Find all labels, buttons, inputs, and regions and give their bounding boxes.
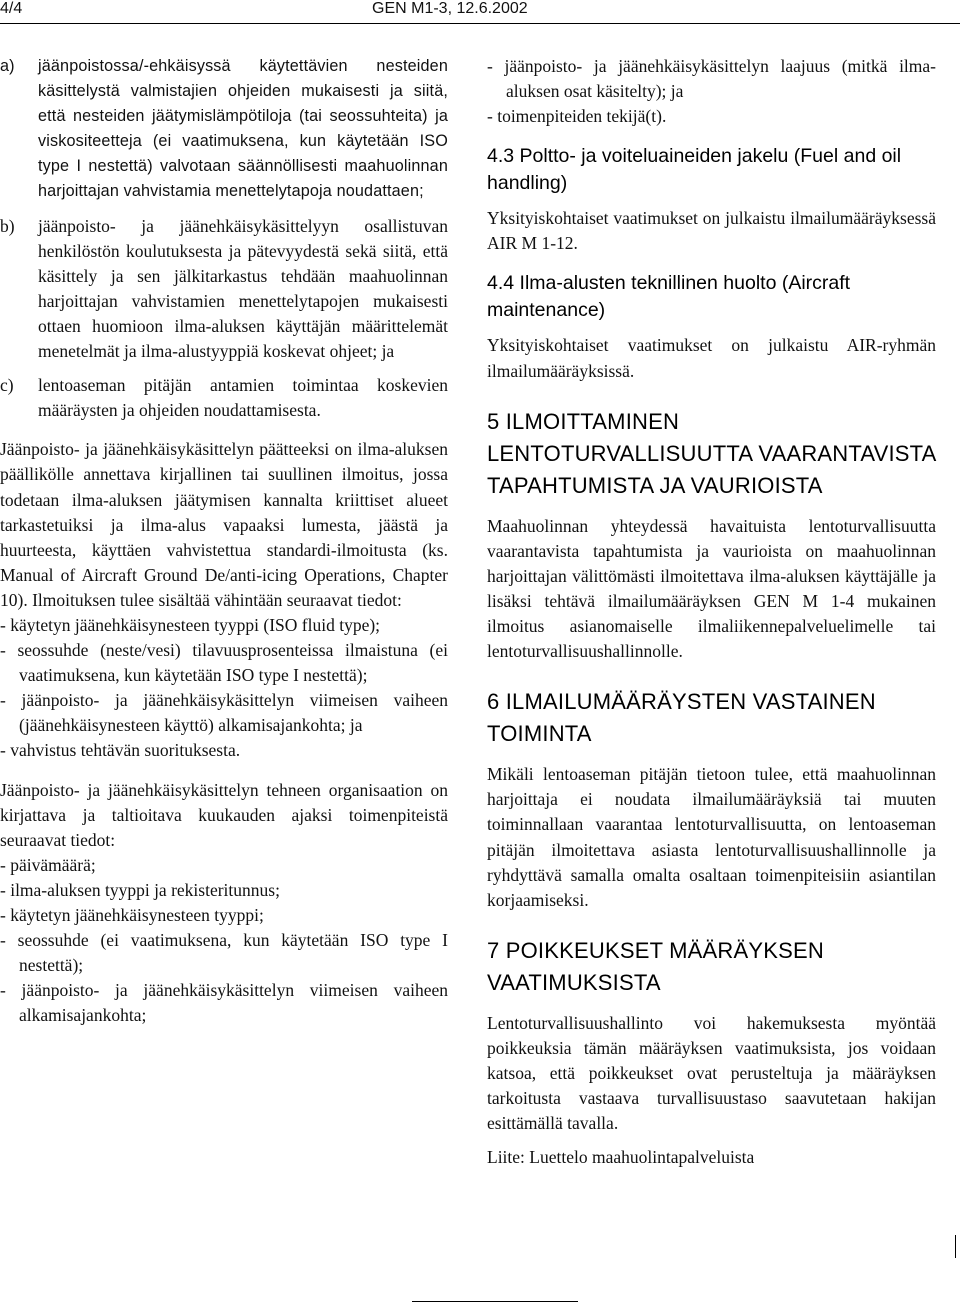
section-text-7: Lentoturvallisuushallinto voi hakemuksesta myöntää poikkeuksia tämän määräyksen vaatimuksista, jos voidaan katsoa, että poikkeukset ovat perusteltuja ja määräyksen tarkoitusta vastaava turvallisuustaso saavutetaan hakijan esittämällä tavalla.	[487, 1012, 936, 1134]
item-label: a)	[0, 57, 15, 75]
item-label: b)	[0, 215, 15, 236]
records-info-list-continued	[487, 54, 936, 129]
list-item-a	[0, 54, 448, 205]
list-item-c	[0, 373, 448, 423]
section-text-4-4: Yksityiskohtaiset vaatimukset on julkaistu AIR-ryhmän ilmailumääräyksissä.	[487, 335, 936, 381]
section-heading-6: 6 ILMAILUMÄÄRÄYSTEN VASTAINEN TOIMINTA	[487, 689, 876, 747]
section-heading-4-3: 4.3 Poltto- ja voiteluaineiden jakelu (Fuel and oil handling)	[487, 145, 902, 195]
list-item: - jäänpoisto- ja jäänehkäisykäsittelyn viimeisen vaiheen (jäänehkäisynesteen käyttö) alkamisajankohta; ja	[0, 690, 448, 736]
section-text-5: Maahuolinnan yhteydessä havaituista lentoturvallisuutta vaarantavista tapahtumista ja vaurioista on maahuolinnan harjoittajan välittömästi ilmoitettava ilma-aluksen käyttäjälle ja lisäksi tehtävä ilmailumääräyksen GEN M 1-4 mukainen ilmoitus asianomaiselle ilmaliikennepalveluelimelle tai lentoturvallisuushallinnolle.	[487, 515, 936, 662]
section-heading-7: 7 POIKKEUKSET MÄÄRÄYKSEN VAATIMUKSISTA	[487, 937, 824, 995]
document-id: GEN M1-3, 12.6.2002	[372, 0, 528, 17]
notification-info-list	[0, 613, 448, 764]
paragraph-notification: Jäänpoisto- ja jäänehkäisykäsittelyn päätteeksi on ilma-aluksen päällikölle annettava kirjallinen tai suullinen ilmoitus, jossa todetaan ilma-aluksen jäätymisen kannalta kriittiset alueet tarkastetuiksi ja ilma-alus vapaaksi lumesta, jäästä ja huurteesta, käyttäen vahvistettua standardi-ilmoitusta (ks. Manual of Aircraft Ground De/anti-icing Operations, Chapter 10). Ilmoituksen tulee sisältää vähintään seuraavat tiedot:	[0, 439, 448, 610]
section-text-6: Mikäli lentoaseman pitäjän tietoon tulee, että maahuolinnan harjoittaja ei noudata ilmailumääräyksiä tai muuten toiminnallaan vaarantaa lentoturvallisuutta, on lentoaseman pitäjän ilmoitettava asiasta lentoturvallisuushallinnolle ja ryhdyttävä samalla omalta osaltaan toimenpiteisiin asiantilan korjaamiseksi.	[487, 764, 936, 910]
list-item: - seossuhde (neste/vesi) tilavuusprosenteissa ilmaistuna (ei vaatimuksena, kun käytetään ISO type I nestettä);	[0, 640, 448, 686]
list-item-b	[0, 214, 448, 365]
appendix-note: Liite: Luettelo maahuolintapalveluista	[487, 1147, 755, 1168]
item-text: lentoaseman pitäjän antamien toimintaa koskevien määräysten ja ohjeiden noudattamisesta.	[38, 375, 448, 421]
left-column	[0, 54, 448, 1028]
page-number: 4/4	[0, 0, 23, 17]
list-item: - jäänpoisto- ja jäänehkäisykäsittelyn viimeisen vaiheen alkamisajankohta;	[0, 980, 448, 1026]
list-item: - jäänpoisto- ja jäänehkäisykäsittelyn laajuus (mitkä ilma-aluksen osat käsitelty); ja	[487, 56, 936, 102]
change-bar	[955, 1235, 956, 1258]
list-item: - toimenpiteiden tekijä(t).	[487, 106, 667, 127]
right-column	[487, 54, 936, 1170]
header-rule	[0, 23, 960, 24]
list-item: - ilma-aluksen tyyppi ja rekisteritunnus;	[0, 879, 280, 900]
item-label: c)	[0, 375, 14, 396]
list-item: - käytetyn jäänehkäisynesteen tyyppi;	[0, 905, 264, 925]
list-item: - päivämäärä;	[0, 854, 96, 875]
paragraph-records: Jäänpoisto- ja jäänehkäisykäsittelyn tehneen organisaation on kirjattava ja taltioitava kuukauden ajaksi toimenpiteistä seuraavat tiedot:	[0, 779, 448, 850]
list-item: - seossuhde (ei vaatimuksena, kun käytetään ISO type I nestettä);	[0, 930, 448, 976]
records-info-list	[0, 853, 448, 1029]
item-text: jäänpoisto- ja jäänehkäisykäsittelyyn osallistuvan henkilöstön koulutuksesta ja pätevyydestä sekä siitä, että käsittely ja sen jälkitarkastus tehdään maahuolinnan harjoittajan vahvistamien menettelytapojen mukaisesti ottaen huomioon ilma-aluksen käyttäjän määrittelemät menetelmät ja ilma-alustyyppiä koskevat ohjeet; ja	[38, 215, 448, 362]
section-heading-5: 5 ILMOITTAMINEN LENTOTURVALLISUUTTA VAARANTAVISTA TAPAHTUMISTA JA VAURIOISTA	[487, 408, 936, 498]
section-heading-4-4: 4.4 Ilma-alusten teknillinen huolto (Aircraft maintenance)	[487, 272, 851, 322]
list-item: - vahvistus tehtävän suorituksesta.	[0, 740, 241, 761]
item-text: jäänpoistossa/-ehkäisyssä käytettävien nesteiden käsittelystä valmistajien ohjeiden mukaisesti ja siitä, että nesteiden jäätymislämpötiloja (tai seossuhteita) ja viskositeetteja (ei vaatimuksena, kun käytetään ISO type I nestettä) valvotaan säännöllisesti maahuolinnan harjoittajan vahvistamia menettelytapoja noudattaen;	[38, 57, 448, 201]
section-text-4-3: Yksityiskohtaiset vaatimukset on julkaistu ilmailumääräyksessä AIR M 1-12.	[487, 208, 936, 254]
list-item: - käytetyn jäänehkäisynesteen tyyppi (ISO fluid type);	[0, 614, 381, 635]
page-header	[0, 0, 960, 22]
